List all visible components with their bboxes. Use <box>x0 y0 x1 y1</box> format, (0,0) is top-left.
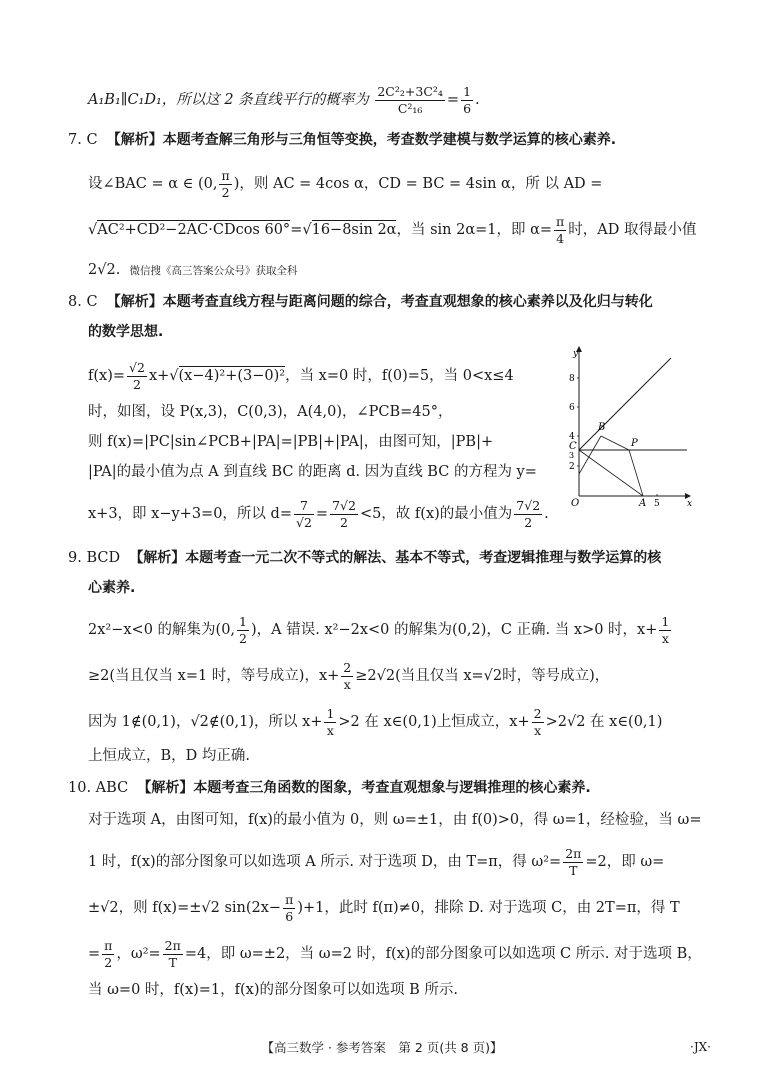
line-bc <box>579 358 671 450</box>
q9-f1-d: 2 <box>239 630 247 646</box>
q9-f3-d: x <box>326 722 334 738</box>
q8-l5-end: . <box>544 506 549 523</box>
q6-end: . <box>475 92 480 109</box>
q9-frac-3 <box>324 706 336 738</box>
q7-paren-b: ) <box>233 176 240 193</box>
q9-heading-2 <box>88 580 135 597</box>
q9-answer: 9. BCD <box>68 550 121 566</box>
q7-paren-a: (0, <box>197 176 218 193</box>
q8-f5c-d: 2 <box>524 514 533 530</box>
q7-l2b: ，当 sin 2α=1，即 α= <box>396 222 553 239</box>
q10-paren-b: ) <box>297 900 303 917</box>
q10-title: 【解析】本题考查三角函数的图象，考查直观想象与逻辑推理的核心素养. <box>137 780 591 796</box>
q8-line-2: 时，如图，设 P(x,3)，C(0,3)，A(4,0)，∠PCB=45°， <box>88 404 453 420</box>
q9-f3b-d: x <box>534 722 542 738</box>
q9-frac-2 <box>341 660 353 692</box>
segment-bp <box>601 436 629 450</box>
q8-f1-n: √2 <box>129 360 145 375</box>
q9-l3c: >2√2 在 x∈(0,1) <box>545 714 663 731</box>
q8-frac-5a <box>294 498 314 530</box>
q7-f2-d: 4 <box>556 230 565 246</box>
point-c-label: C <box>569 441 577 452</box>
q8-answer: 8. C <box>68 294 98 310</box>
q10-answer: 10. ABC <box>68 780 129 796</box>
q6-frac2-num: 1 <box>463 84 472 99</box>
q10-frac-4b <box>163 938 183 970</box>
point-b-label: B <box>598 422 606 433</box>
q7-f1-d: 2 <box>221 184 230 200</box>
y-tick-8: 8 <box>569 374 575 384</box>
q10-frac-3 <box>283 892 295 924</box>
q10-f4a-d: 2 <box>104 954 113 970</box>
q8-f5b-d: 2 <box>340 514 348 530</box>
q8-l1b: x+ <box>148 368 170 385</box>
q9-l2a: ≥2(当且仅当 x=1 时，等号成立)，x+ <box>88 668 340 685</box>
q9-l1a: 2x²−x<0 的解集为 <box>88 622 216 639</box>
q10-l2b: =2，即 ω= <box>585 854 665 871</box>
q8-heading-2 <box>88 324 163 341</box>
q10-line-3 <box>88 892 680 924</box>
q9-f2-n: 2 <box>343 660 352 675</box>
q6-frac-den: C²₁₆ <box>397 100 423 116</box>
q9-title-2: 心素养. <box>88 580 136 596</box>
q7-answer: 7. C <box>68 132 98 148</box>
q8-f5a-n: 7 <box>294 498 314 515</box>
y-tick-2: 2 <box>569 462 575 472</box>
q9-line-1 <box>88 614 673 646</box>
x-label: x <box>687 499 693 509</box>
q8-line-3: 则 f(x)=|PC|sin∠PCB+|PA|=|PB|+|PA|，由图可知，|PB|+ <box>88 434 494 450</box>
footer-region-code: ·JX· <box>690 1040 711 1054</box>
q10-l4c: =4，即 ω=±2，当 ω=2 时，f(x)的部分图象可以如选项 C 所示. 对于选项 B， <box>184 946 702 963</box>
q10-f4b-n: 2π <box>164 938 181 953</box>
q10-paren-a: (2x− <box>245 900 282 917</box>
q7-l3a: 2√2. <box>88 262 121 278</box>
q7-f2-n: π <box>556 214 565 229</box>
y-label: y <box>573 349 579 359</box>
q7-f1-n: π <box>221 168 230 183</box>
q10-l2a: 1 时，f(x)的部分图象可以如选项 A 所示. 对于选项 D，由 T=π，得 ω²= <box>88 854 562 871</box>
q9-f2-d: x <box>343 676 351 692</box>
segment-ab <box>579 436 601 474</box>
q9-f1b-d: x <box>661 630 669 646</box>
q8-l1c: ，当 x=0 时，f(0)=5，当 0<x≤4 <box>285 368 514 385</box>
q8-f5a-d: √2 <box>295 514 312 530</box>
q7-l1a: 设∠BAC = α ∈ <box>88 176 194 193</box>
q10-line-2 <box>88 846 664 878</box>
segment-ca <box>579 450 643 496</box>
q8-title: 【解析】本题考查直线方程与距离问题的综合，考查直观想象的核心素养以及化归与转化 <box>106 294 653 310</box>
q9-line-2 <box>88 660 609 692</box>
q6-frac-num: 2C²₂+3C²₄ <box>377 84 443 99</box>
q6-line <box>88 84 480 116</box>
q8-title-2: 的数学思想. <box>88 324 164 340</box>
q10-f4b-d: T <box>168 954 177 970</box>
q10-heading <box>68 780 591 797</box>
q9-frac-1 <box>237 614 249 646</box>
q8-l5a: x+3，即 x−y+3=0，所以 d= <box>88 506 292 523</box>
q8-coordinate-graph <box>565 346 695 516</box>
q10-f4a-n: π <box>104 938 113 953</box>
origin-label: O <box>571 498 580 509</box>
q9-l1b: ，A 错误. x²−2x<0 的解集为(0,2)，C 正确. 当 x>0 时，x+ <box>256 622 658 639</box>
q10-f3-n: π <box>285 892 294 907</box>
q6-fraction-2 <box>461 84 473 116</box>
y-tick-3: 3 <box>569 451 575 460</box>
q8-l1a: f(x)= <box>88 368 126 385</box>
q8-sqrt: (x−4)²+(3−0)² <box>178 368 286 385</box>
q7-l1b: ，则 AC = 4cos α，CD = BC = 4sin α，所 以 AD = <box>239 176 603 193</box>
q9-l3b: >2 在 x∈(0,1)上恒成立，x+ <box>338 714 530 731</box>
q9-heading <box>68 550 661 567</box>
q8-f5c-n: 7√2 <box>516 498 541 513</box>
y-tick-4: 4 <box>569 432 575 442</box>
q9-line-4: 上恒成立，B，D 均正确. <box>88 748 250 764</box>
q9-l2b: ≥2√2(当且仅当 x=√2时，等号成立)， <box>355 668 610 685</box>
q10-line-4 <box>88 938 702 970</box>
q9-f3-n: 1 <box>326 706 335 721</box>
q10-l4a: = <box>88 946 101 963</box>
q9-title: 【解析】本题考查一元二次不等式的解法、基本不等式，考查逻辑推理与数学运算的核 <box>129 550 662 566</box>
q9-paren-b: ) <box>250 622 257 639</box>
q9-l3a: 因为 1∉(0,1)，√2∉(0,1)，所以 x+ <box>88 714 323 731</box>
q8-frac-1 <box>127 360 147 392</box>
q10-l3a: ±√2，则 f(x)=±√2 sin <box>88 900 246 917</box>
q7-heading <box>68 132 616 149</box>
q9-frac-3b <box>532 706 544 738</box>
q9-f1-n: 1 <box>239 614 247 629</box>
q8-l5b: <5，故 f(x)的最小值为 <box>359 506 513 523</box>
q8-heading <box>68 294 653 311</box>
q9-f3b-n: 2 <box>533 706 542 721</box>
q9-f1b-n: 1 <box>661 614 670 629</box>
q10-l4b: ，ω²= <box>116 946 161 963</box>
q8-f1-d: 2 <box>133 376 141 392</box>
x-tick-5: 5 <box>654 499 660 509</box>
q8-frac-5b <box>330 498 358 530</box>
page-footer: 【高三数学 · 参考答案 第 2 页(共 8 页)】 <box>261 1040 503 1055</box>
segment-pa <box>629 450 643 496</box>
q7-eq: = <box>290 222 303 239</box>
q6-fraction <box>375 84 445 116</box>
q7-title: 【解析】本题考查解三角形与三角恒等变换，考查数学建模与数学运算的核心素养. <box>106 132 617 148</box>
q8-f5b-n: 7√2 <box>332 498 356 513</box>
q10-f2-n: 2π <box>565 846 582 861</box>
q7-sqrt-1: AC²+CD²−2AC·CDcos 60° <box>97 222 291 239</box>
q7-line-1 <box>88 168 602 200</box>
q6-frac2-den: 6 <box>463 100 472 116</box>
q9-frac-1b <box>659 614 671 646</box>
y-tick-6: 6 <box>569 403 575 413</box>
watermark-note: 微信搜《高三答案公众号》获取全科 <box>129 265 298 277</box>
q6-eq: = <box>446 92 460 109</box>
point-a-label: A <box>639 498 647 509</box>
q10-frac-2 <box>563 846 583 878</box>
q8-line-5 <box>88 498 549 530</box>
point-p-label: P <box>631 438 638 449</box>
q9-line-3 <box>88 706 662 738</box>
q7-line-3 <box>88 262 298 279</box>
q7-l2c: 时，AD 取得最小值 <box>568 222 697 239</box>
q9-paren-a: (0, <box>215 622 236 639</box>
q10-l3b: +1，此时 f(π)≠0，排除 D. 对于选项 C，由 2T=π，得 T <box>302 900 680 917</box>
q7-frac-1 <box>219 168 231 200</box>
q6-text: A₁B₁∥C₁D₁，所以这 2 条直线平行的概率为 <box>88 92 369 109</box>
q8-line-1: f(x)= $\frac{√2}{2}$ x+√(x−4)²+(3−0)²，当 x=0 时，f(0)=5，当 0<x≤4 <box>88 360 514 392</box>
q10-f2-d: T <box>569 862 578 878</box>
q7-frac-2 <box>554 214 566 246</box>
q7-sqrt-2: 16−8sin 2α <box>311 222 397 239</box>
q7-line-2: √AC²+CD²−2AC·CDcos 60°=√16−8sin 2α，当 sin 2α=1，即 α= $\frac{\pi}{4}$ 时，AD 取得最小值 <box>88 214 697 246</box>
q8-line-4: |PA|的最小值为点 A 到直线 BC 的距离 d. 因为直线 BC 的方程为 y= <box>88 464 537 480</box>
q10-line-1: 对于选项 A，由图可知，f(x)的最小值为 0，则 ω=±1，由 f(0)>0，得 ω=1，经检验，当 ω= <box>88 812 702 828</box>
q10-f3-d: 6 <box>285 908 294 924</box>
q10-line-5: 当 ω=0 时，f(x)=1，f(x)的部分图象可以如选项 B 所示. <box>88 982 458 998</box>
q8-frac-5c <box>514 498 542 530</box>
q8-l5-eq: = <box>315 506 329 523</box>
q10-frac-4a <box>102 938 114 970</box>
